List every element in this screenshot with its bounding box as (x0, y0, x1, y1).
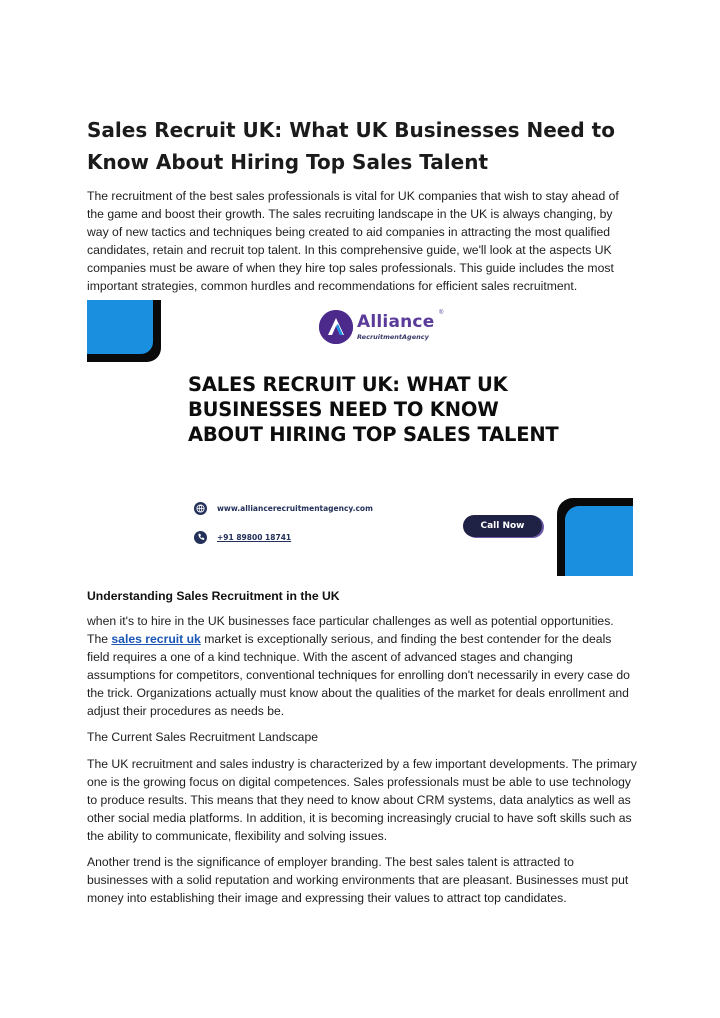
globe-icon (194, 502, 207, 515)
logo-a-icon (319, 310, 353, 344)
banner-headline-line: BUSINESSES NEED TO KNOW (188, 398, 499, 421)
registered-mark: ® (439, 310, 444, 316)
article-banner (87, 300, 633, 576)
paragraph-text: market is exceptionally serious, and finding the best contender for the deals field requires a one of a kind technique. With the ascent of advanced stages and changing assumptions for competitors, conventional techniques for enrolling don't necessarily in every case do the trick. Organizations actually must know about the qualities of the market for deals enrollment and adjust their procedures as needs be. (87, 632, 630, 718)
website-text[interactable]: www.alliancerecruitmentagency.com (217, 503, 373, 513)
body-paragraph: Another trend is the significance of employer branding. The best sales talent is attracted to businesses with a solid reputation and working environments that are pleasant. Businesses must put money into establishing their image and expressing their values to attract top candidates. (87, 855, 629, 905)
logo-wordmark: Alliance (357, 312, 435, 332)
banner-headline-line: ABOUT HIRING TOP SALES TALENT (188, 423, 559, 446)
banner-headline-line: SALES RECRUIT UK: WHAT UK (188, 373, 508, 396)
banner-corner-decoration-top-left (87, 300, 161, 362)
intro-paragraph: The recruitment of the best sales professionals is vital for UK companies that wish to stay ahead of the game and boost their growth. The sales recruiting landscape in the UK is always changing, by way of new tactics and techniques being created to aid companies in attracting the most qualified candidates, retain and recruit top talent. In this comprehensive guide, we'll look at the aspects UK companies must be aware of when they hire top sales professionals. This guide includes the most important strategies, common hurdles and recommendations for efficient sales recruitment. (87, 189, 619, 293)
website-contact[interactable] (194, 500, 373, 516)
subheading: The Current Sales Recruitment Landscape (87, 730, 319, 744)
company-logo (319, 310, 449, 346)
paragraph-text: when it's to hire in the UK businesses face particular challenges as well as potential opportunities. The (87, 614, 614, 646)
body-paragraph: The UK recruitment and sales industry is characterized by a few important developments. The primary one is the growing focus on digital competences. Sales professionals must be able to use technology to produce results. This means that they need to know about CRM systems, data analytics as well as other social media platforms. In addition, it is becoming increasingly crucial to have soft skills such as the ability to communicate, flexibility and solving issues. (87, 757, 637, 843)
phone-contact[interactable] (194, 529, 291, 545)
phone-icon (194, 531, 207, 544)
section-heading: Understanding Sales Recruitment in the UK (87, 589, 340, 603)
body-paragraph (87, 612, 637, 720)
sales-recruit-uk-link[interactable]: sales recruit uk (111, 632, 201, 646)
logo-subtitle: RecruitmentAgency (357, 333, 429, 341)
banner-corner-decoration-bottom-right (557, 498, 633, 576)
page-title: Sales Recruit UK: What UK Businesses Need to Know About Hiring Top Sales Talent (87, 118, 615, 174)
banner-headline (188, 372, 608, 447)
call-now-button[interactable]: Call Now (463, 515, 542, 537)
phone-text[interactable]: +91 89800 18741 (217, 532, 292, 542)
